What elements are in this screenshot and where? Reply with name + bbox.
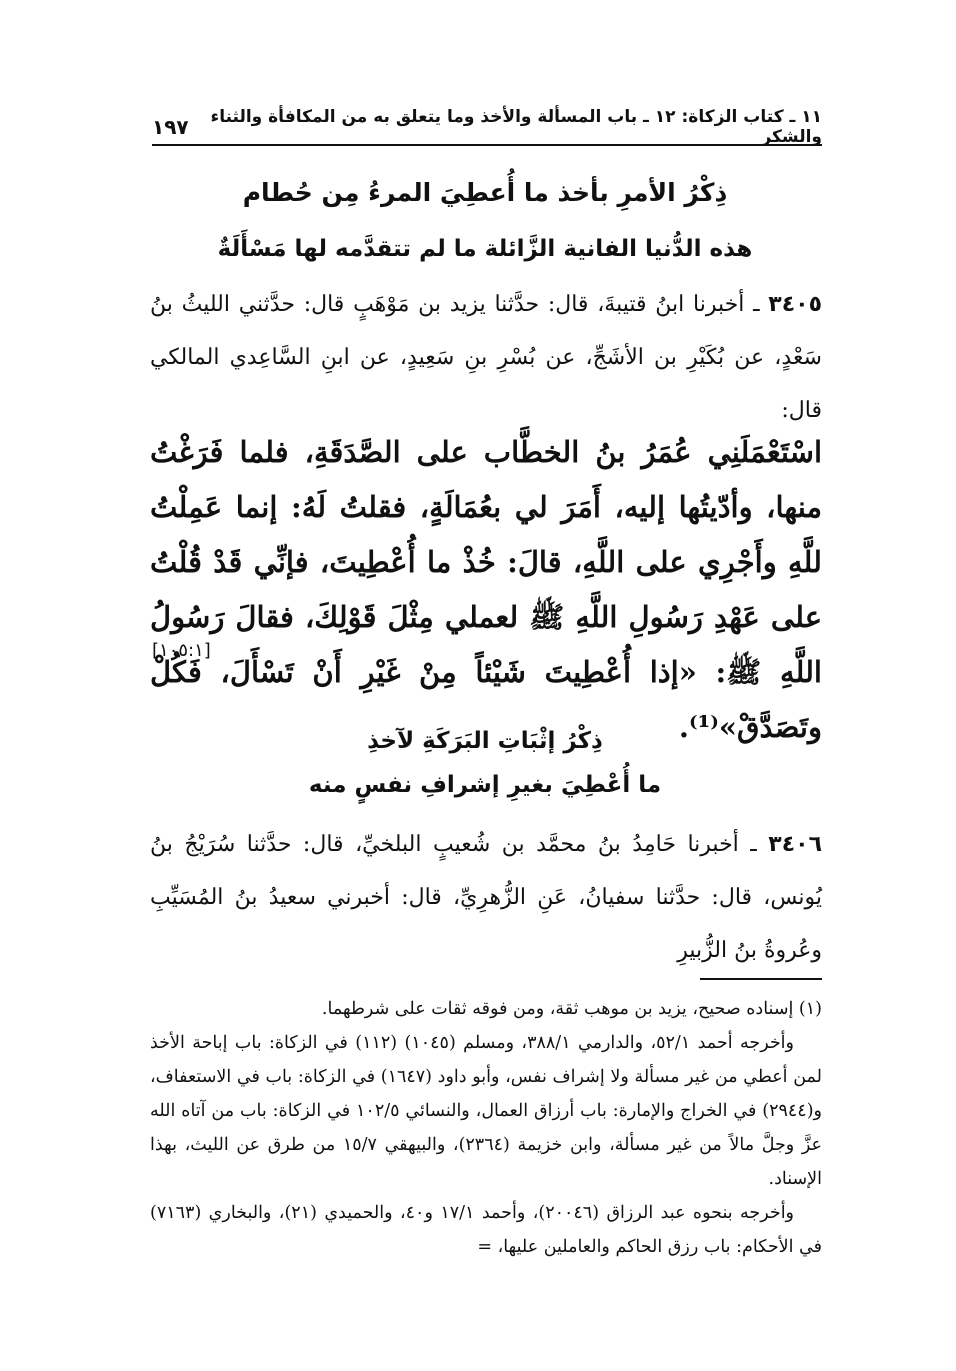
- footnote-separator: [700, 978, 822, 980]
- footnotes: [150, 992, 822, 1264]
- hadith-number: ٣٤٠٥: [768, 292, 822, 317]
- page-number: ١٩٧: [152, 115, 189, 139]
- footnote-1-sources: وأخرجه أحمد ٥٢/١، والدارمي ٣٨٨/١، ومسلم (١٠٤٥) (١١٢) في الزكاة: باب إباحة الأخذ لمن أعطي من غير مسألة ولا إشراف نفس، وأبو داود (١٦٤٧) في الزكاة: باب في الاستعفاف، و(٢٩٤٤) في الخراج والإمارة: باب أرزاق العمال، والنسائي ١٠٢/٥ في الزكاة: باب من آتاه الله عزَّ وجلَّ مالاً من غير مسألة، وابن خزيمة (٢٣٦٤)، والبيهقي ١٥/٧ من طرق عن الليث، بهذا الإسناد.: [150, 1033, 822, 1189]
- cross-reference: [١٠٥:١]: [152, 640, 211, 661]
- section2-heading-line2: ما أُعْطِيَ بغيرِ إشرافِ نفسٍ منه: [308, 772, 662, 798]
- section1-heading-line1: ذِكْرُ الأمرِ بأخذ ما أُعطِيَ المرءُ مِن حُطام: [242, 178, 728, 207]
- chain-of-narration: ـ أخبرنا ابنُ قتيبةَ، قال: حدَّثنا يزيد بن مَوْهَبٍ قال: حدَّثني الليثُ بنُ سَعْدٍ، عن بُكَيْرِ بن الأشَجِّ، عن بُسْرِ بنِ سَعِيدٍ، عن ابنِ السَّاعِدي المالكي قال:: [150, 292, 822, 423]
- hadith-3405-chain: [150, 278, 822, 437]
- header-title: ١١ ـ كتاب الزكاة: ١٢ ـ باب المسألة والأخذ وما يتعلق به من المكافأة والثناء والشكر: [210, 107, 822, 147]
- hadith-number: ٣٤٠٦: [768, 832, 822, 857]
- running-header: [152, 107, 822, 147]
- section1-heading-line2: هذه الدُّنيا الفانية الزَّائلة ما لم تتقدَّمه لها مَسْأَلَةٌ: [217, 236, 753, 262]
- footnote-1-sources-continued: وأخرجه بنحوه عبد الرزاق (٢٠٠٤٦)، وأحمد ١٧/١ و٤٠، والحميدي (٢١)، والبخاري (٧١٦٣) في الأحكام: باب رزق الحاكم والعاملين عليها، =: [150, 1203, 822, 1257]
- chain-of-narration: ـ أخبرنا حَامِدُ بنُ محمَّد بن شُعيبٍ البلخيِّ، قال: حدَّثنا سُرَيْجُ بنُ يُونس، قال: حدَّثنا سفيانُ، عَنِ الزُّهرِيِّ، قال: أخبرني سعيدُ بنُ المُسَيِّبِ وعُروةُ بنُ الزُّبيرِ: [150, 832, 822, 963]
- hadith-3405-text: اسْتَعْمَلَنِي عُمَرُ بنُ الخطَّاب على الصَّدَقَةِ، فلما فَرَغْتُ منها، وأدّيتُها إليه، أَمَرَ لي بعُمَالَةٍ، فقلتُ لَهُ: إنما عَمِلْتُ للَّهِ وأَجْرِي على اللَّهِ، قالَ: خُذْ ما أُعْطِيتَ، فإنِّي قَدْ قُلْتُ على عَهْدِ رَسُولِ اللَّهِ ﷺ لعملي مِثْلَ قَوْلِكَ، فقالَ رَسُولُ اللَّهِ ﷺ: «إذا أُعْطِيتَ شَيْئاً مِنْ غَيْرِ أَنْ تَسْأَلَ، فَكُلْ وتَصَدَّقْ»⁽¹⁾.: [150, 435, 822, 744]
- footnote-1: (١) إسناده صحيح، يزيد بن موهب ثقة، ومن فوقه ثقات على شرطهما.: [321, 999, 822, 1019]
- section2-heading-line1: ذِكْرُ إثْبَاتِ البَرَكَةِ لآخذِ: [367, 728, 603, 754]
- hadith-3406-chain: [150, 818, 822, 977]
